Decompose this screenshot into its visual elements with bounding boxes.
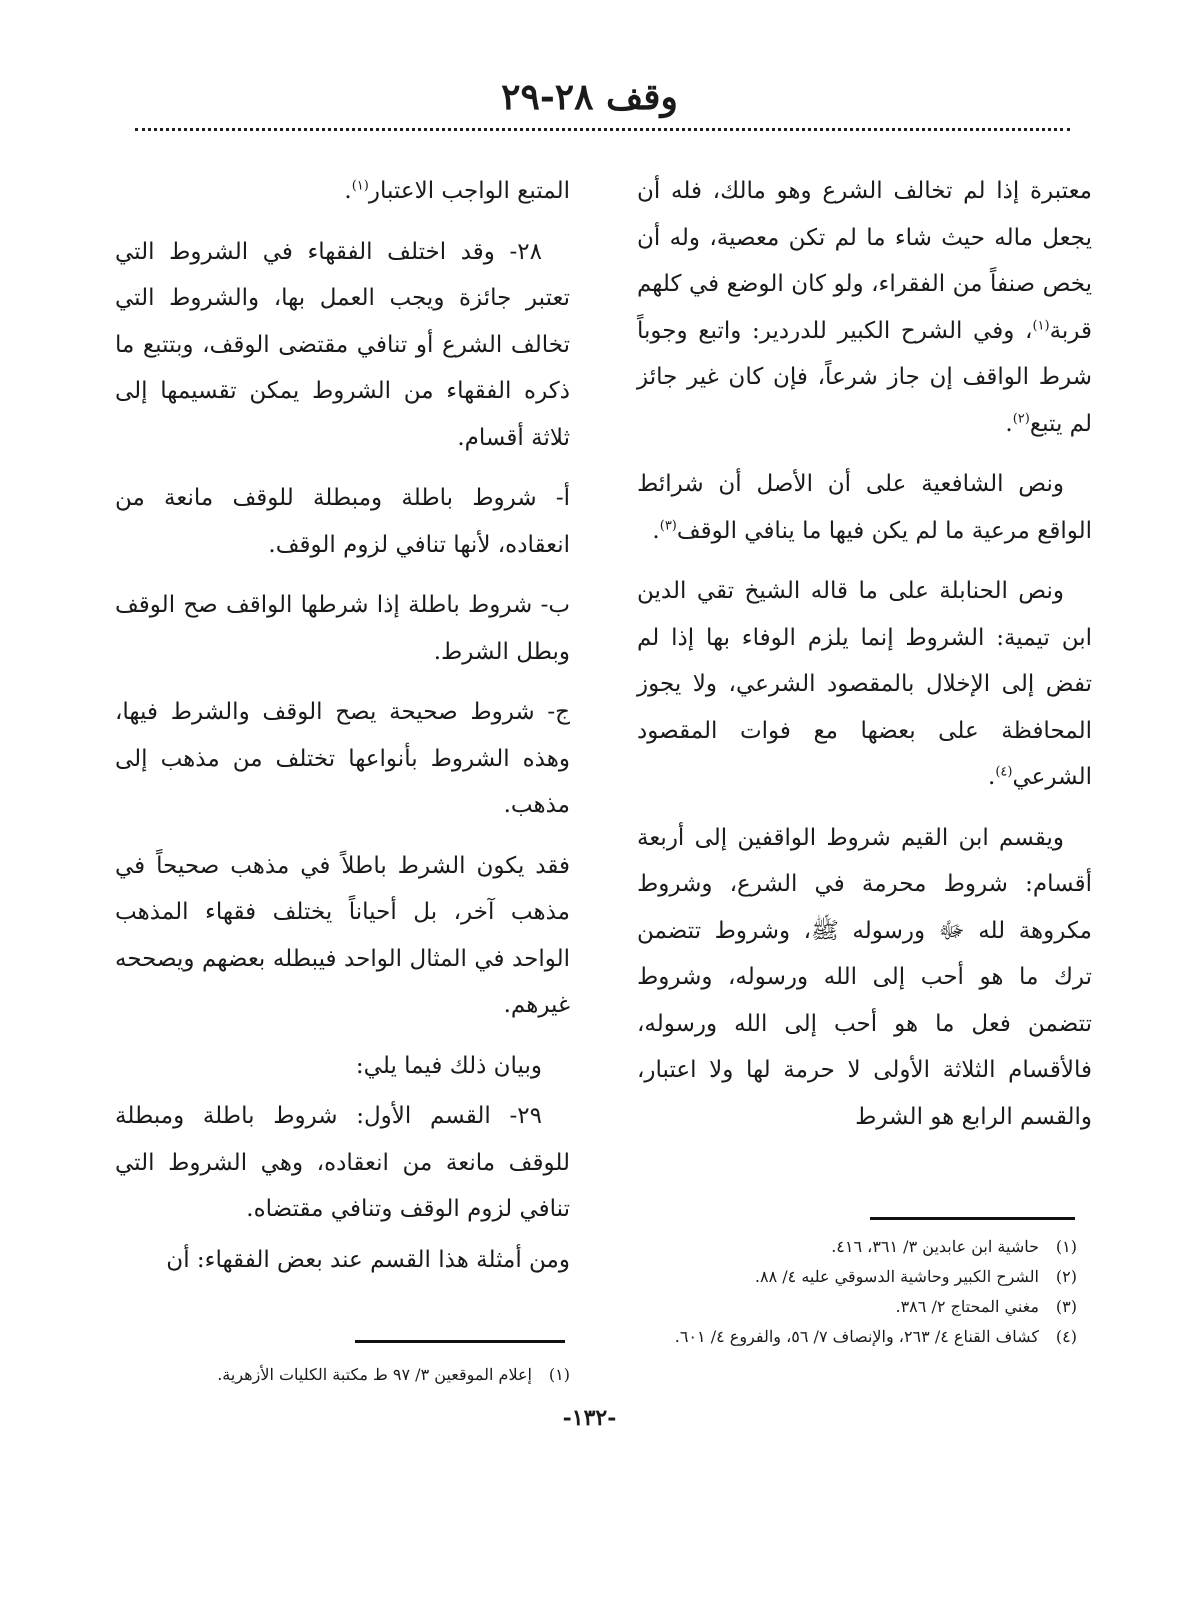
paragraph-text: ٢٩- القسم الأول: شروط باطلة ومبطلة للوقف مانعة من انعقاده، وهي الشروط التي تنافي لزوم الوقف وتنافي مقتضاه. — [115, 1103, 570, 1222]
footnote-ref: (١) — [351, 178, 369, 194]
paragraph — [115, 1043, 570, 1090]
paragraph-text: أ- شروط باطلة ومبطلة للوقف مانعة من انعقاده، لأنها تنافي لزوم الوقف. — [115, 485, 570, 558]
page-title: وقف ٢٨-٢٩ — [501, 76, 678, 118]
paragraph — [115, 229, 570, 462]
footnote — [637, 1292, 1077, 1322]
list-item — [115, 475, 570, 568]
footnote — [100, 1360, 570, 1390]
paragraph-text: ج- شروط صحيحة يصح الوقف والشرط فيها، وهذه الشروط بأنواعها تختلف من مذهب إلى مذهب. — [115, 699, 570, 818]
page-number: -١٣٢- — [562, 1405, 617, 1431]
footnote-text: مغني المحتاج ٢/ ٣٨٦. — [895, 1297, 1039, 1316]
footnote-number: (٢) — [1055, 1267, 1077, 1286]
paragraph — [115, 168, 570, 215]
paragraph — [115, 1093, 570, 1233]
paragraph — [115, 1237, 570, 1284]
footnote-number: (٣) — [1055, 1297, 1077, 1316]
right-column — [637, 168, 1092, 1154]
paragraph — [637, 568, 1092, 801]
footnote-number: (٤) — [1055, 1327, 1077, 1346]
footnote — [637, 1322, 1077, 1352]
paragraph-text: فقد يكون الشرط باطلاً في مذهب صحيحاً في مذهب آخر، بل أحياناً يختلف فقهاء المذهب الواحد في المثال الواحد فيبطله بعضهم ويصححه غيرهم. — [115, 852, 570, 1018]
footnote-text: كشاف القناع ٤/ ٢٦٣، والإنصاف ٧/ ٥٦، والفروع ٤/ ٦٠١. — [674, 1327, 1039, 1346]
paragraph-text: المتبع الواجب الاعتبار — [368, 178, 570, 204]
footnote-ref: (٤) — [995, 764, 1013, 780]
paragraph — [115, 843, 570, 1029]
footnote-separator — [870, 1217, 1075, 1220]
header-dotted-rule — [135, 128, 1070, 131]
paragraph-text: ويقسم ابن القيم شروط الواقفين إلى أربعة أقسام: شروط محرمة في الشرع، وشروط مكروهة لله ﷻ ورسوله ﷺ، وشروط تتضمن ترك ما هو أحب إلى الله ورسوله، وشروط تتضمن فعل ما هو أحب إلى الله ورسوله، فالأقسام الثلاثة الأولى لا حرمة لها ولا اعتبار، والقسم الرابع هو الشرط — [637, 824, 1092, 1130]
footnote-ref: (٢) — [1012, 410, 1030, 426]
footnote-text: الشرح الكبير وحاشية الدسوقي عليه ٤/ ٨٨. — [754, 1267, 1039, 1286]
footnote-number: (١) — [548, 1365, 570, 1384]
paragraph-text: ونص الشافعية على أن الأصل أن شرائط الواقع مرعية ما لم يكن فيها ما ينافي الوقف — [637, 471, 1092, 544]
paragraph-text: . — [1005, 410, 1013, 437]
paragraph — [637, 815, 1092, 1141]
footnote — [637, 1262, 1077, 1292]
footnote-ref: (١) — [1032, 317, 1050, 333]
footnotes-right — [637, 1232, 1077, 1352]
paragraph — [637, 168, 1092, 447]
footnote-ref: (٣) — [659, 517, 677, 533]
footnote — [637, 1232, 1077, 1262]
paragraph-text: وبيان ذلك فيما يلي: — [355, 1052, 542, 1079]
paragraph-text: ونص الحنابلة على ما قاله الشيخ تقي الدين ابن تيمية: الشروط إنما يلزم الوفاء بها إذا لم تفض إلى الإخلال بالمقصود الشرعي، ولا يجوز المحافظة على بعضها مع فوات المقصود الشرعي — [637, 578, 1092, 790]
footnotes-left — [100, 1360, 570, 1390]
paragraph-text: ٢٨- وقد اختلف الفقهاء في الشروط التي تعتبر جائزة ويجب العمل بها، والشروط التي تخالف الشرع أو تنافي مقتضى الوقف، وبتتبع ما ذكره الفقهاء من الشروط يمكن تقسيمها إلى ثلاثة أقسام. — [115, 238, 570, 451]
footnote-number: (١) — [1055, 1237, 1077, 1256]
paragraph-text: ، وفي الشرح الكبير للدردير: واتبع وجوباً شرط الواقف إن جاز شرعاً، فإن كان غير جائز لم يتبع — [637, 317, 1092, 437]
paragraph-text: . — [988, 764, 996, 790]
list-item — [115, 689, 570, 829]
footnote-separator — [355, 1340, 565, 1343]
left-column — [115, 168, 570, 1287]
paragraph-text: . — [652, 517, 660, 544]
paragraph — [637, 461, 1092, 554]
footnote-text: إعلام الموقعين ٣/ ٩٧ ط مكتبة الكليات الأزهرية. — [217, 1365, 532, 1384]
paragraph-text: ومن أمثلة هذا القسم عند بعض الفقهاء: أن — [166, 1246, 570, 1273]
paragraph-text: معتبرة إذا لم تخالف الشرع وهو مالك، فله أن يجعل ماله حيث شاء ما لم تكن معصية، وله أن يخص صنفاً من الفقراء، ولو كان الوضع في كلهم قربة — [637, 178, 1092, 344]
footnote-text: حاشية ابن عابدين ٣/ ٣٦١، ٤١٦. — [831, 1237, 1039, 1256]
list-item — [115, 582, 570, 675]
paragraph-text: . — [344, 178, 352, 204]
paragraph-text: ب- شروط باطلة إذا شرطها الواقف صح الوقف وبطل الشرط. — [115, 592, 570, 665]
